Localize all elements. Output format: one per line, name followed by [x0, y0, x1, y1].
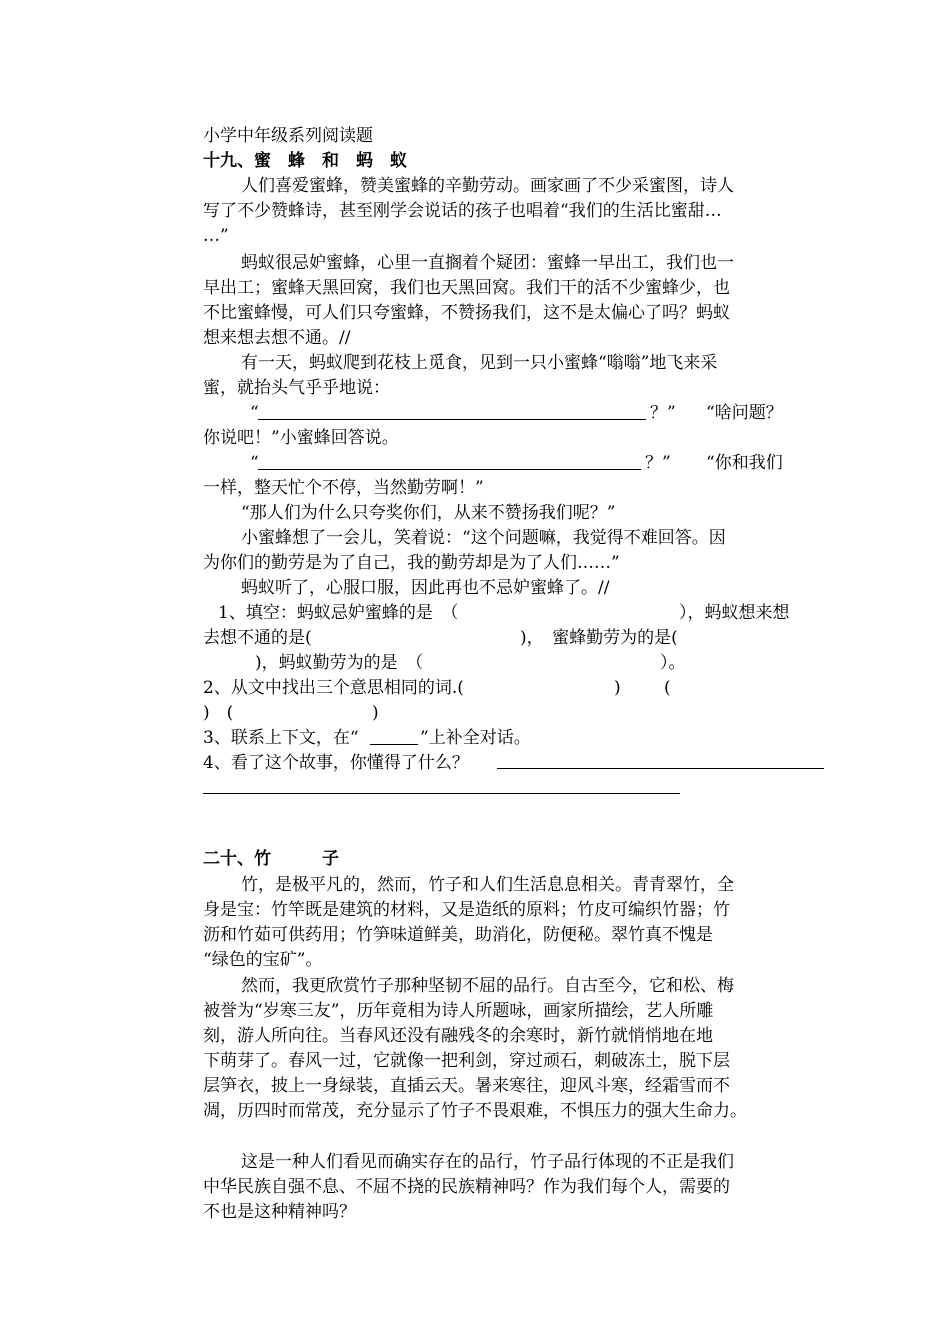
paragraph-line: 蚂蚁听了，心服口服，因此再也不忌妒蜜蜂了。//: [241, 578, 610, 598]
question-2-part-b: ): [614, 678, 621, 698]
paragraph-line: 人们喜爱蜜蜂，赞美蜜蜂的辛勤劳动。画家画了不少采蜜图，诗人: [241, 176, 734, 196]
paragraph-line: “绿色的宝矿”。: [203, 950, 323, 970]
paragraph-line: 凋，历四时而常茂，充分显示了竹子不畏艰难，不惧压力的强大生命力。: [203, 1101, 747, 1121]
paragraph-line: …”: [203, 226, 229, 246]
question-3-part-a: 3、联系上下文，在“: [203, 728, 359, 748]
section-20-title: 二十、竹 子: [203, 849, 339, 869]
paragraph-line: 中华民族自强不息、不屈不挠的民族精神吗？作为我们每个人，需要的: [203, 1177, 730, 1197]
paragraph-line: 这是一种人们看见而确实存在的品行，竹子品行体现的不正是我们: [241, 1152, 734, 1172]
quote-close: ？”: [650, 403, 676, 423]
dialogue-blank-1[interactable]: [258, 419, 646, 420]
paragraph-line: 层笋衣，披上一身绿装，直插云天。暑来寒往，迎风斗寒，经霜雪而不: [203, 1076, 730, 1096]
section-19-title: 十九、蜜 蜂 和 蚂 蚁: [203, 151, 407, 171]
paragraph-line: 竹，是极平凡的，然而，竹子和人们生活息息相关。青青翠竹，全: [241, 875, 734, 895]
question-1-part-e: )，蚂蚁勤劳为的是 （: [255, 653, 424, 673]
question-1-part-f: ）。: [660, 653, 686, 673]
question-3-blank-sample: [370, 744, 418, 745]
paragraph-line: 蜜，就抬头气乎乎地说：: [203, 378, 390, 398]
question-3-part-b: ”上补全对话。: [420, 728, 531, 748]
dialogue-reply: “啥问题？: [706, 403, 783, 423]
paragraph-line: 下萌芽了。春风一过，它就像一把利剑，穿过顽石，刺破冻土，脱下层: [203, 1051, 730, 1071]
quote-close: ？”: [645, 453, 671, 473]
paragraph-line: 然而，我更欣赏竹子那种坚韧不屈的品行。自古至今，它和松、梅: [241, 976, 734, 996]
quote-open: “: [250, 453, 259, 473]
question-4-answer-line-2[interactable]: [203, 793, 680, 794]
question-1-part-d: )， 蜜蜂勤劳为的是(: [520, 628, 678, 648]
paragraph-line: 写了不少赞蜂诗，甚至刚学会说话的孩子也唱着“我们的生活比蜜甜…: [203, 201, 722, 221]
paragraph-line: 有一天，蚂蚁爬到花枝上觅食，见到一只小蜜蜂“嗡嗡”地飞来采: [241, 353, 718, 373]
paragraph-line: 被誉为“岁寒三友”，历年竟相为诗人所题咏，画家所描绘，艺人所雕: [203, 1001, 714, 1021]
quote-open: “: [250, 403, 259, 423]
paragraph-line: 蚂蚁很忌妒蜜蜂，心里一直搁着个疑团：蜜蜂一早出工，我们也一: [241, 253, 734, 273]
question-1-part-a: 1、填空：蚂蚁忌妒蜜蜂的是 （: [218, 603, 459, 623]
paragraph-line: 一样，整天忙个不停，当然勤劳啊！”: [203, 478, 484, 498]
question-1-part-b: ），蚂蚁想来想: [679, 603, 790, 623]
paragraph-line: 小蜜蜂想了一会儿，笑着说：“这个问题嘛，我觉得不难回答。因: [241, 528, 726, 548]
paragraph-line: 不比蜜蜂慢，可人们只夸蜜蜂，不赞扬我们，这不是太偏心了吗？蚂蚁: [203, 303, 730, 323]
paragraph-line: 你说吧！”小蜜蜂回答说。: [203, 428, 399, 448]
dialogue-reply: “你和我们: [706, 453, 783, 473]
paragraph-line: 早出工；蜜蜂天黑回窝，我们也天黑回窝。我们干的活不少蜜蜂少，也: [203, 278, 730, 298]
question-2-part-c: (: [664, 678, 671, 698]
question-2-part-a: 2、从文中找出三个意思相同的词.(: [203, 678, 464, 698]
paragraph-line: 不也是这种精神吗？: [203, 1202, 356, 1222]
paragraph-line: 刻，游人所向往。当春风还没有融残冬的余寒时，新竹就悄悄地在地: [203, 1026, 713, 1046]
paragraph-line: 想来想去想不通。//: [203, 328, 351, 348]
document-header: 小学中年级系列阅读题: [203, 126, 373, 146]
question-1-part-c: 去想不通的是(: [203, 628, 312, 648]
paragraph-line: “那人们为什么只夸奖你们，从来不赞扬我们呢？”: [241, 503, 616, 523]
question-4: 4、看了这个故事，你懂得了什么？: [203, 753, 469, 773]
question-2-part-e: ): [372, 703, 379, 723]
question-2-part-d: ) (: [203, 703, 234, 723]
question-4-answer-line-1[interactable]: [497, 768, 824, 769]
paragraph-line: 为你们的勤劳是为了自己，我的勤劳却是为了人们……”: [203, 553, 620, 573]
paragraph-line: 身是宝：竹竿既是建筑的材料，又是造纸的原料；竹皮可编织竹器；竹: [203, 900, 730, 920]
paragraph-line: 沥和竹茹可供药用；竹笋味道鲜美，助消化，防便秘。翠竹真不愧是: [203, 925, 713, 945]
dialogue-blank-2[interactable]: [258, 469, 641, 470]
